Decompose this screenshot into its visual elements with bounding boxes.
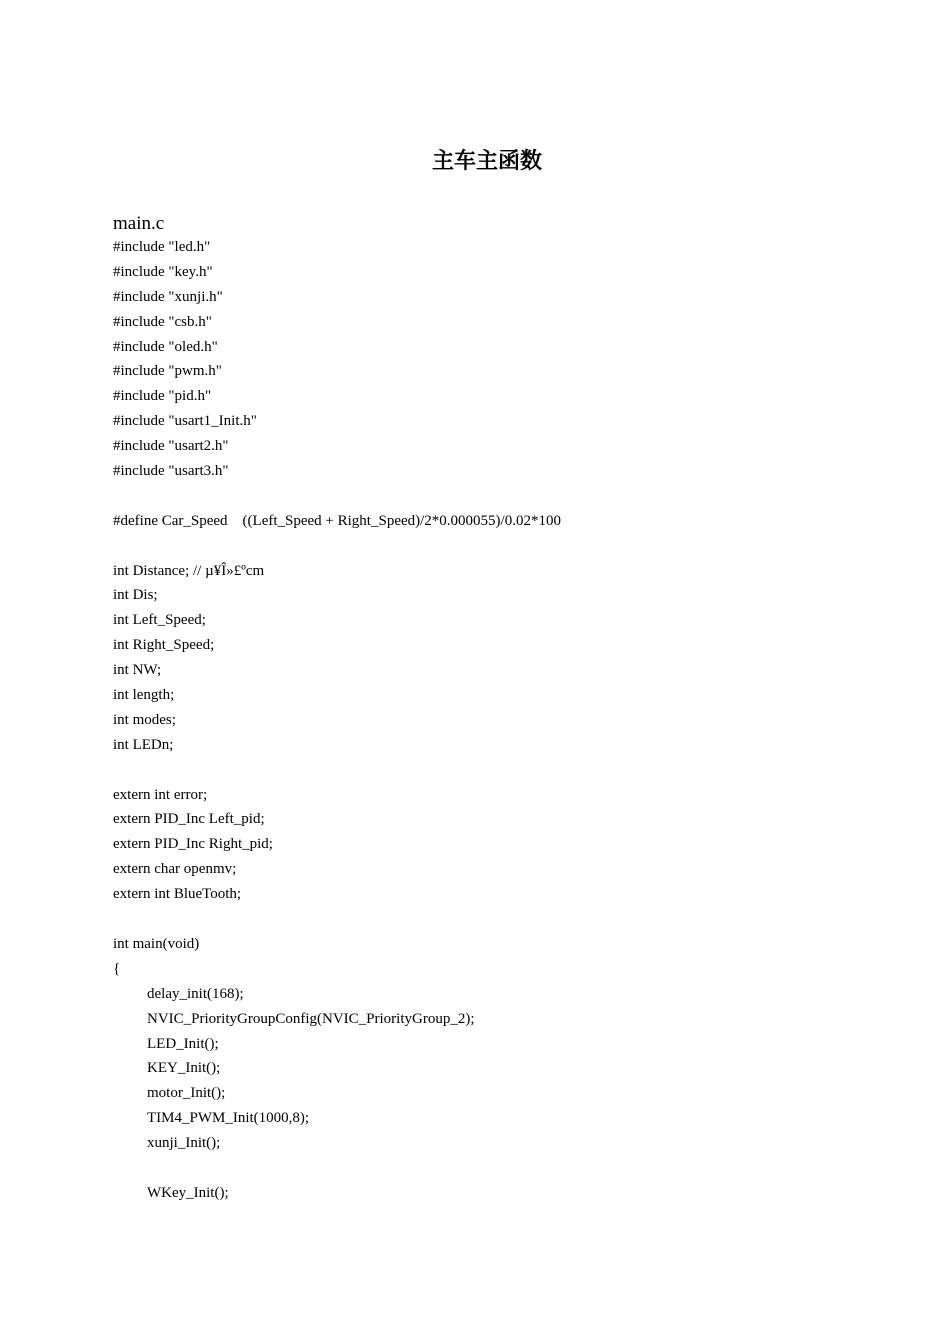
code-line: extern int error; (113, 786, 208, 803)
code-line-blank (113, 758, 873, 783)
code-line: WKey_Init(); (147, 1184, 229, 1201)
code-line: int main(void) (113, 935, 200, 952)
code-line: int LEDn; (113, 736, 174, 753)
code-line: NVIC_PriorityGroupConfig(NVIC_PriorityGroup_2); (147, 1010, 475, 1027)
code-line: #include "pid.h" (113, 388, 212, 405)
code-line: #include "led.h" (113, 239, 211, 255)
code-line: { (113, 960, 121, 977)
code-line-blank (113, 534, 873, 559)
code-line: int length; (113, 687, 175, 704)
code-line: int Left_Speed; (113, 612, 206, 629)
code-line-blank (113, 1156, 873, 1181)
code-line: #include "usart3.h" (113, 463, 229, 480)
code-line: #include "usart2.h" (113, 438, 229, 455)
code-line-blank (113, 907, 873, 932)
code-line: int NW; (113, 662, 162, 679)
code-line-blank (113, 484, 873, 509)
code-line: extern PID_Inc Right_pid; (113, 836, 273, 853)
code-line: extern int BlueTooth; (113, 886, 242, 903)
code-line: xunji_Init(); (147, 1135, 221, 1152)
code-line: int Right_Speed; (113, 637, 215, 654)
page-title: 主车主函数 (431, 149, 542, 174)
code-line: extern PID_Inc Left_pid; (113, 811, 265, 828)
code-line: #include "key.h" (113, 263, 213, 280)
code-line: int Distance; // µ¥Î»£ºcm (113, 562, 265, 579)
code-line: TIM4_PWM_Init(1000,8); (147, 1110, 310, 1127)
code-line: #include "usart1_Init.h" (113, 413, 257, 430)
code-line: #define Car_Speed ((Left_Speed + Right_Speed)/2*0.000055)/0.02*100 (113, 512, 561, 529)
code-line: KEY_Init(); (147, 1060, 221, 1077)
code-line: int modes; (113, 711, 176, 728)
code-line: motor_Init(); (147, 1085, 226, 1102)
code-line: #include "pwm.h" (113, 363, 222, 380)
code-line: int Dis; (113, 587, 158, 604)
code-block (113, 235, 873, 1206)
code-line: #include "csb.h" (113, 313, 212, 330)
code-line: #include "xunji.h" (113, 288, 223, 305)
code-line: #include "oled.h" (113, 338, 218, 355)
code-line: LED_Init(); (147, 1035, 219, 1052)
code-line: delay_init(168); (147, 985, 244, 1002)
file-name-heading: main.c (113, 213, 165, 234)
code-line: extern char openmv; (113, 861, 237, 878)
